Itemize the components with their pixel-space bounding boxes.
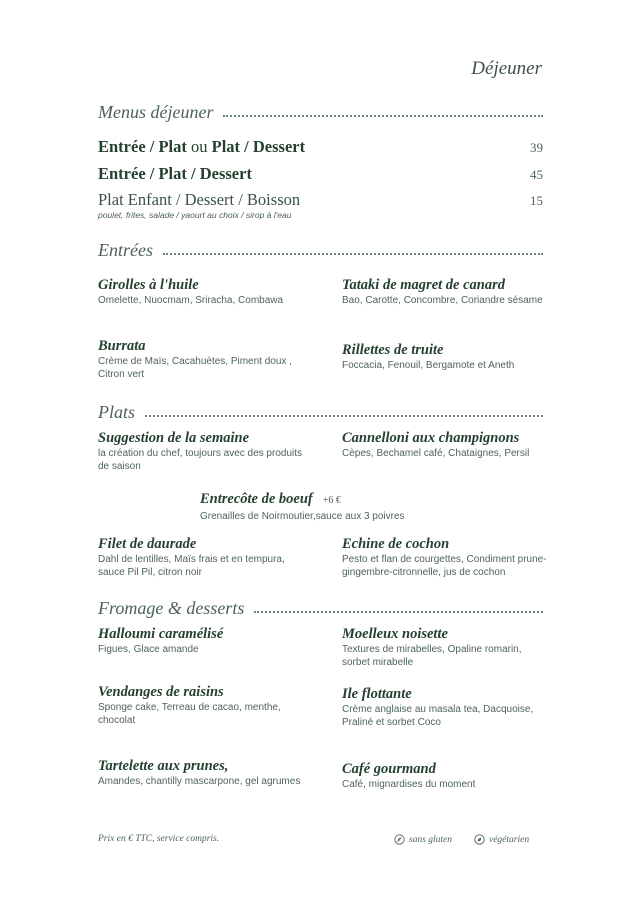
price-note: Prix en € TTC, service compris.: [98, 834, 220, 844]
menu-item: [98, 338, 303, 381]
menu-item: [342, 277, 547, 307]
page-title: Déjeuner: [471, 58, 542, 79]
dish-name: Ile flottante: [342, 686, 412, 702]
section-title: Plats: [98, 402, 136, 422]
dish-name: Café gourmand: [342, 761, 436, 777]
dish-description: Bao, Carotte, Concombre, Coriandre sésame: [342, 295, 543, 306]
dish-name: Rillettes de truite: [342, 342, 444, 358]
dish-name: Filet de daurade: [98, 536, 197, 552]
dotted-divider: [145, 415, 543, 417]
dish-description: Textures de mirabelles, Opaline romarin, sorbet mirabelle: [342, 644, 522, 668]
dish-description: Amandes, chantilly mascarpone, gel agrumes: [98, 776, 301, 787]
menu-item: [98, 536, 303, 579]
dish-name: Cannelloni aux champignons: [342, 430, 520, 446]
dish-description: Café, mignardises du moment: [342, 779, 476, 790]
formula-price: 39: [530, 140, 543, 155]
menu-item: [342, 430, 547, 460]
menu-item: [342, 686, 547, 729]
section-title: Menus déjeuner: [98, 102, 214, 122]
formula-name: Plat Enfant / Dessert / Boisson: [98, 190, 301, 209]
formula-note: poulet, frites, salade / yaourt au choix / sirop à l'eau: [98, 210, 292, 220]
dish-name: Tartelette aux prunes,: [98, 758, 229, 774]
dish-name: Suggestion de la semaine: [98, 430, 250, 446]
dish-description: Cèpes, Bechamel café, Chataignes, Persil: [342, 448, 530, 459]
dish-name: Halloumi caramélisé: [98, 626, 224, 642]
price-supplement: +6 €: [322, 495, 341, 506]
dish-name: Entrecôte de boeuf: [200, 491, 313, 507]
dish-description: Omelette, Nuocmam, Sriracha, Combawa: [98, 295, 284, 306]
dotted-divider: [223, 115, 543, 117]
menu-item: [200, 491, 460, 523]
dish-name: Girolles à l'huile: [98, 277, 199, 293]
legend-vegetarian: [474, 834, 529, 845]
dotted-divider: [254, 611, 543, 613]
dotted-divider: [163, 253, 543, 255]
legend-label: sans gluten: [409, 834, 453, 845]
dish-description: Crème de Maïs, Cacahuètes, Piment doux , Citron vert: [98, 356, 292, 380]
menu-item: [342, 536, 547, 579]
formula-row: [98, 164, 543, 184]
dish-name: Vendanges de raisins: [98, 684, 224, 700]
section-header-desserts: [98, 598, 543, 619]
menu-item: [342, 761, 547, 791]
section-title: Entrées: [98, 240, 153, 260]
menu-item: [98, 684, 303, 727]
section-header-entrees: [98, 240, 543, 261]
leaf-icon: [474, 834, 485, 845]
menu-item: [98, 430, 303, 473]
dish-description: Foccacia, Fenouil, Bergamote et Aneth: [342, 360, 515, 371]
menu-item: [342, 342, 547, 372]
dish-description: Dahl de lentilles, Maïs frais et en tempura, sauce Pil Pil, citron noir: [98, 554, 285, 578]
gluten-free-icon: [394, 834, 405, 845]
dish-description: Figues, Glace amande: [98, 644, 199, 655]
legend-gluten-free: [394, 834, 452, 845]
formula-price: 15: [530, 193, 543, 208]
menu-item: [98, 626, 303, 656]
formula-row: [98, 190, 543, 210]
dish-description: Pesto et flan de courgettes, Condiment prune-gingembre-citronnelle, jus de cochon: [342, 554, 547, 578]
section-header-plats: [98, 402, 543, 423]
dish-name: Burrata: [98, 338, 146, 354]
dish-name: Echine de cochon: [342, 536, 450, 552]
dish-description: la création du chef, toujours avec des produits de saison: [98, 448, 303, 472]
dish-name: Moelleux noisette: [342, 626, 448, 642]
menu-item: [98, 277, 303, 307]
dish-description: Sponge cake, Terreau de cacao, menthe, chocolat: [98, 702, 281, 726]
section-title: Fromage & desserts: [98, 598, 245, 618]
formula-name: Entrée / Plat / Dessert: [98, 164, 252, 183]
formula-name: Entrée / Plat ou Plat / Dessert: [98, 137, 306, 156]
section-header-menus: [98, 102, 543, 123]
dish-name: Tataki de magret de canard: [342, 277, 505, 293]
formula-row: [98, 137, 543, 157]
dish-description: Grenailles de Noirmoutier,sauce aux 3 poivres: [200, 511, 405, 522]
legend-label: végétarien: [489, 834, 530, 845]
menu-item: [342, 626, 547, 669]
menu-item: [98, 758, 303, 788]
dish-description: Crème anglaise au masala tea, Dacquoise, Praliné et sorbet Coco: [342, 704, 534, 728]
formula-price: 45: [530, 167, 543, 182]
